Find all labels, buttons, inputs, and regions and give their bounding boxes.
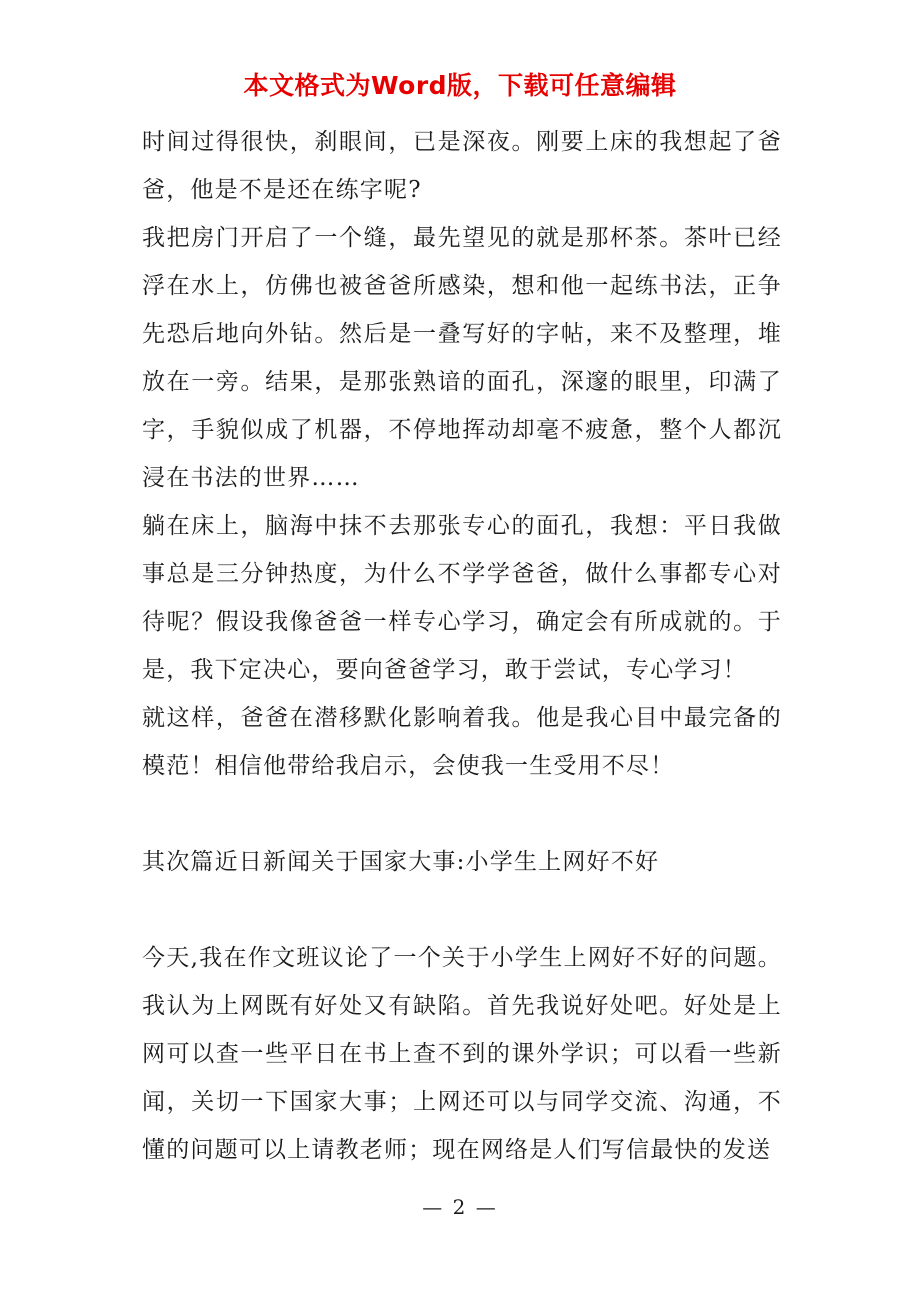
blank-line (142, 790, 782, 838)
paragraph: 今天,我在作文班议论了一个关于小学生上网好不好的问题。我认为上网既有好处又有缺陷。首先我说好处吧。好处是上网可以查一些平日在书上查不到的课外学识；可以看一些新闻，关切一下国家大事；上网还可以与同学交流、沟通，不懂的问题可以上请教老师；现在网络是人们写信最快的发送 (142, 945, 782, 1163)
page-number: — 2 — (422, 1195, 498, 1219)
paragraph: 就这样，爸爸在潜移默化影响着我。他是我心目中最完备的模范！相信他带给我启示，会使我一生受用不尽！ (142, 705, 782, 779)
document-body (142, 118, 782, 1174)
paragraph: 我把房门开启了一个缝，最先望见的就是那杯茶。茶叶已经浮在水上，仿佛也被爸爸所感染，想和他一起练书法，正争先恐后地向外钻。然后是一叠写好的字帖，来不及整理，堆放在一旁。结果，是那张熟谙的面孔，深邃的眼里，印满了字，手貌似成了机器，不停地挥动却毫不疲惫，整个人都沉浸在书法的世界…… (142, 225, 782, 491)
document-banner: 本文格式为Word版，下载可任意编辑 (243, 71, 677, 100)
section-title: 其次篇近日新闻关于国家大事:小学生上网好不好 (142, 849, 660, 875)
blank-line (142, 886, 782, 934)
paragraph: 躺在床上，脑海中抹不去那张专心的面孔，我想：平日我做事总是三分钟热度，为什么不学学爸爸，做什么事都专心对待呢？假设我像爸爸一样专心学习，确定会有所成就的。于是，我下定决心，要向爸爸学习，敢于尝试，专心学习！ (142, 513, 782, 683)
paragraph: 时间过得很快，刹眼间，已是深夜。刚要上床的我想起了爸爸，他是不是还在练字呢? (142, 129, 782, 203)
